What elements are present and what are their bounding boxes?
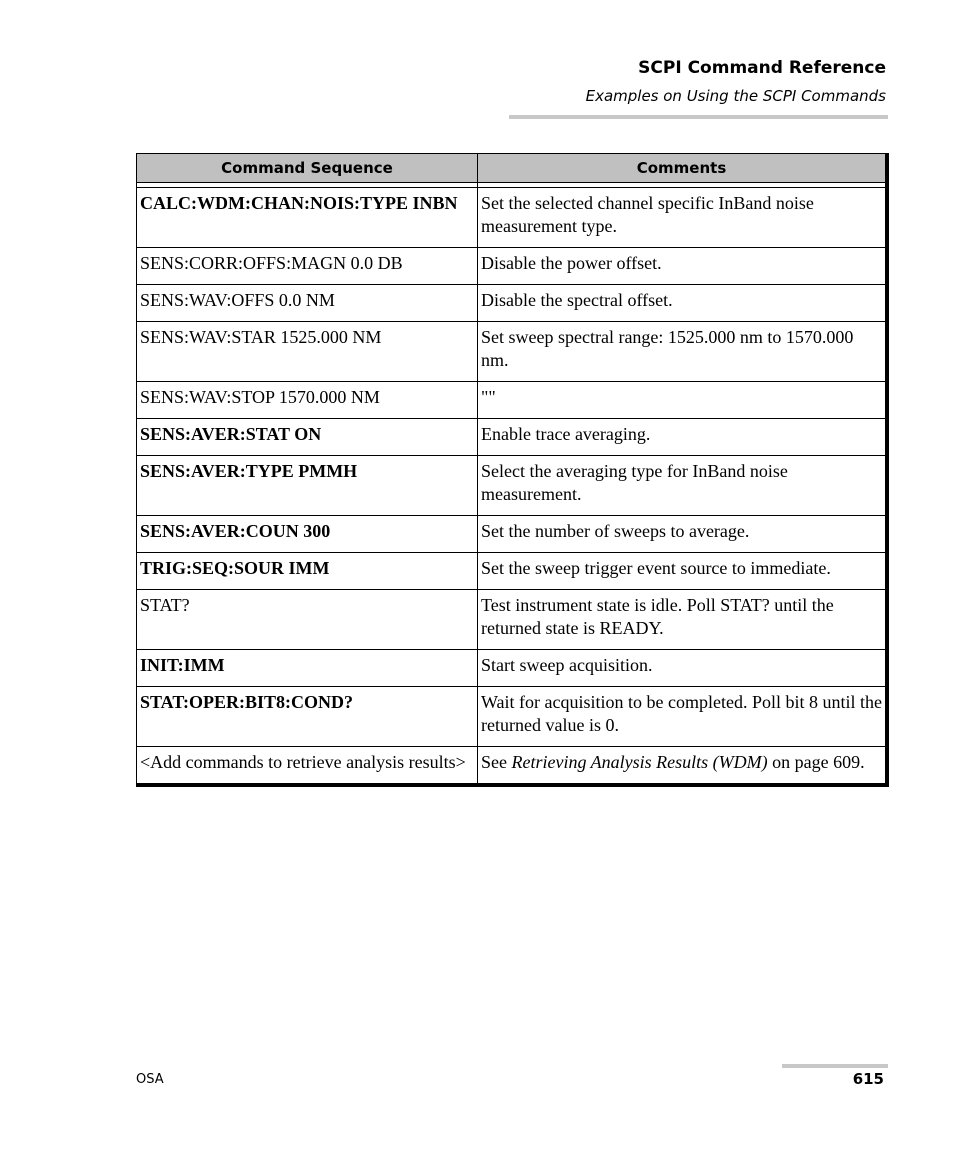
command-table bbox=[136, 153, 886, 784]
comment-cell: Wait for acquisition to be completed. Poll bit 8 until the returned value is 0. bbox=[478, 687, 886, 747]
footer-divider bbox=[782, 1064, 888, 1068]
table-row bbox=[137, 650, 886, 687]
comment-cell: Test instrument state is idle. Poll STAT? until the returned state is READY. bbox=[478, 590, 886, 650]
page-header-subtitle: Examples on Using the SCPI Commands bbox=[585, 87, 886, 105]
table-row bbox=[137, 516, 886, 553]
table-row bbox=[137, 322, 886, 382]
comment-prefix: See bbox=[481, 752, 512, 772]
comment-cell: Set the selected channel specific InBand noise measurement type. bbox=[478, 188, 886, 248]
comment-cell: Disable the spectral offset. bbox=[478, 285, 886, 322]
page-header-title: SCPI Command Reference bbox=[638, 58, 886, 78]
command-cell: SENS:AVER:TYPE PMMH bbox=[137, 456, 478, 516]
comment-cell: Set the sweep trigger event source to immediate. bbox=[478, 553, 886, 590]
comment-suffix: on page 609. bbox=[767, 752, 865, 772]
command-cell: SENS:WAV:STAR 1525.000 NM bbox=[137, 322, 478, 382]
page-number: 615 bbox=[852, 1070, 884, 1088]
command-table-container bbox=[136, 153, 889, 787]
command-cell: STAT:OPER:BIT8:COND? bbox=[137, 687, 478, 747]
command-cell: STAT? bbox=[137, 590, 478, 650]
table-row bbox=[137, 553, 886, 590]
command-cell: SENS:WAV:OFFS 0.0 NM bbox=[137, 285, 478, 322]
header-divider bbox=[509, 115, 888, 119]
table-row bbox=[137, 747, 886, 784]
table-row bbox=[137, 456, 886, 516]
command-cell: SENS:AVER:COUN 300 bbox=[137, 516, 478, 553]
table-row bbox=[137, 188, 886, 248]
comment-cell: Enable trace averaging. bbox=[478, 419, 886, 456]
command-cell: SENS:AVER:STAT ON bbox=[137, 419, 478, 456]
comment-cell: Set sweep spectral range: 1525.000 nm to 1570.000 nm. bbox=[478, 322, 886, 382]
command-cell: CALC:WDM:CHAN:NOIS:TYPE INBN bbox=[137, 188, 478, 248]
comment-cell: Set the number of sweeps to average. bbox=[478, 516, 886, 553]
comment-cell bbox=[478, 747, 886, 784]
command-cell: <Add commands to retrieve analysis results> bbox=[137, 747, 478, 784]
table-row bbox=[137, 687, 886, 747]
table-row bbox=[137, 590, 886, 650]
comment-cell: Select the averaging type for InBand noise measurement. bbox=[478, 456, 886, 516]
table-header-row bbox=[137, 154, 886, 183]
command-cell: TRIG:SEQ:SOUR IMM bbox=[137, 553, 478, 590]
command-cell: SENS:CORR:OFFS:MAGN 0.0 DB bbox=[137, 248, 478, 285]
comment-cell: Disable the power offset. bbox=[478, 248, 886, 285]
table-row bbox=[137, 285, 886, 322]
column-header-comments: Comments bbox=[478, 154, 886, 183]
comment-cell: "" bbox=[478, 382, 886, 419]
table-row bbox=[137, 419, 886, 456]
column-header-command: Command Sequence bbox=[137, 154, 478, 183]
cross-reference-link-text: Retrieving Analysis Results (WDM) bbox=[511, 752, 768, 772]
command-cell: SENS:WAV:STOP 1570.000 NM bbox=[137, 382, 478, 419]
comment-cell: Start sweep acquisition. bbox=[478, 650, 886, 687]
footer-product-name: OSA bbox=[136, 1072, 164, 1087]
table-row bbox=[137, 248, 886, 285]
table-row bbox=[137, 382, 886, 419]
command-cell: INIT:IMM bbox=[137, 650, 478, 687]
